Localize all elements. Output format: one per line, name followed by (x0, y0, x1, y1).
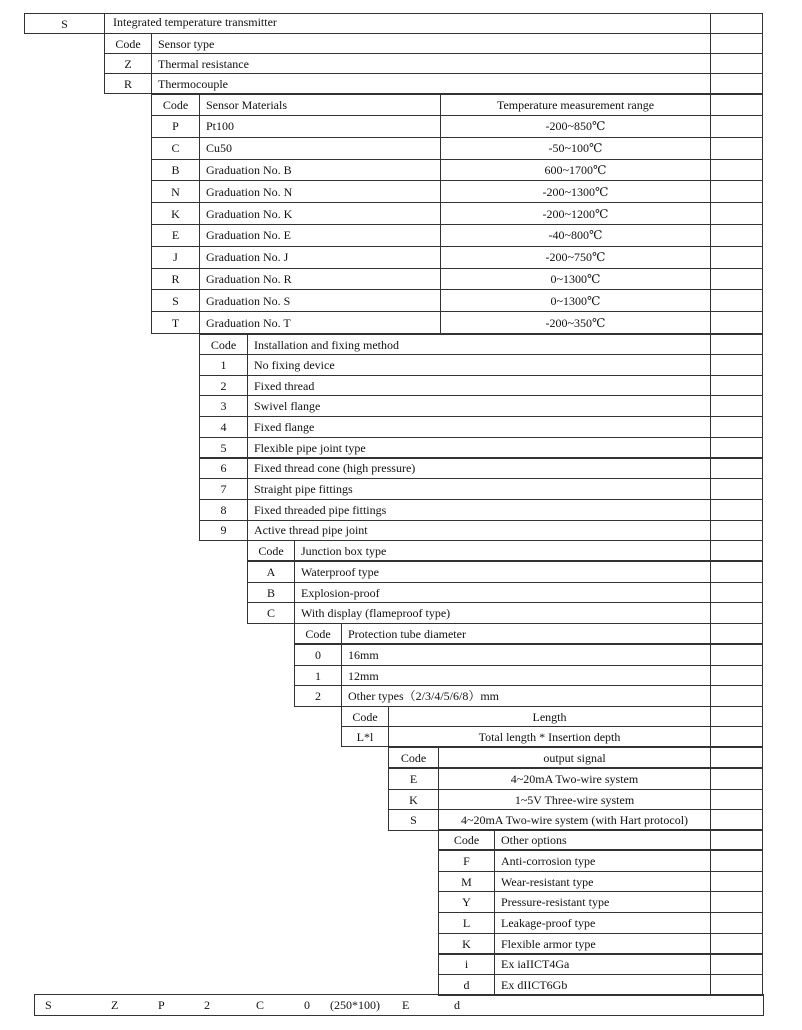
right-margin-cell (710, 458, 763, 480)
example-part: 0 (304, 998, 310, 1012)
right-margin-cell (710, 829, 763, 850)
temperature-range-header: Temperature measurement range (440, 94, 711, 116)
right-margin-cell (710, 850, 763, 872)
sensor-material-range: -200~350℃ (440, 311, 711, 334)
sensor-material-code: S (151, 289, 200, 312)
installation-code-header: Code (199, 334, 248, 355)
output-signal-code-header: Code (388, 747, 439, 768)
other-option-label: Wear-resistant type (494, 871, 711, 893)
installation-code: 3 (199, 395, 248, 417)
right-margin-cell (710, 912, 763, 934)
example-part: E (402, 998, 410, 1012)
right-margin-cell (710, 871, 763, 893)
junction-box-code-header: Code (247, 540, 295, 561)
installation-label: Fixed thread (247, 375, 711, 397)
example-part: d (454, 998, 460, 1012)
installation-label: Straight pipe fittings (247, 478, 711, 500)
sensor-material-label: Graduation No. R (199, 268, 441, 291)
sensor-material-label: Graduation No. K (199, 202, 441, 225)
protection-tube-label: 12mm (341, 665, 711, 687)
other-option-label: Pressure-resistant type (494, 891, 711, 913)
right-margin-cell (710, 809, 763, 831)
sensor-material-code: P (151, 115, 200, 138)
right-margin-cell (710, 644, 763, 666)
other-option-label: Ex dIICT6Gb (494, 974, 711, 996)
protection-tube-code: 0 (294, 644, 342, 666)
output-signal-label: 4~20mA Two-wire system (with Hart protocol) (438, 809, 711, 831)
other-option-code: d (438, 974, 495, 996)
right-margin-cell (710, 202, 763, 225)
installation-label: Fixed flange (247, 416, 711, 438)
sensor-material-code: T (151, 311, 200, 334)
right-margin-cell (710, 520, 763, 542)
right-margin-cell (710, 437, 763, 459)
protection-tube-code: 2 (294, 685, 342, 707)
sensor-material-code: K (151, 202, 200, 225)
other-option-code: K (438, 933, 495, 955)
other-option-label: Ex iaIICT4Ga (494, 954, 711, 976)
right-margin-cell (710, 375, 763, 397)
example-part: S (45, 998, 52, 1012)
junction-box-code: B (247, 582, 295, 604)
example-part: (250*100) (330, 998, 380, 1012)
installation-label: Swivel flange (247, 395, 711, 417)
junction-box-label: With display (flameproof type) (294, 602, 711, 624)
right-margin-cell (710, 685, 763, 707)
sensor-material-range: -200~1300℃ (440, 180, 711, 203)
other-options-header: Other options (494, 829, 711, 850)
sensor-material-range: -50~100℃ (440, 137, 711, 160)
sensor-material-code: J (151, 246, 200, 269)
right-margin-cell (710, 311, 763, 334)
other-option-label: Leakage-proof type (494, 912, 711, 934)
other-option-label: Anti-corrosion type (494, 850, 711, 872)
example-part: P (158, 998, 165, 1012)
right-margin-cell (710, 789, 763, 811)
output-signal-code: S (388, 809, 439, 831)
installation-label: No fixing device (247, 354, 711, 376)
other-options-code-header: Code (438, 829, 495, 850)
installation-label: Flexible pipe joint type (247, 437, 711, 459)
output-signal-label: 1~5V Three-wire system (438, 789, 711, 811)
right-margin-cell (710, 416, 763, 438)
right-margin-cell (710, 180, 763, 203)
other-option-label: Flexible armor type (494, 933, 711, 955)
right-margin-cell (710, 289, 763, 312)
protection-tube-label: 16mm (341, 644, 711, 666)
sensor-material-label: Graduation No. J (199, 246, 441, 269)
right-margin-cell (710, 706, 763, 727)
sensor-material-range: 0~1300℃ (440, 268, 711, 291)
installation-header: Installation and fixing method (247, 334, 711, 355)
right-margin-cell (710, 33, 763, 54)
output-signal-code: K (388, 789, 439, 811)
sensor-type-code: R (104, 73, 152, 94)
right-margin-cell (710, 954, 763, 976)
output-signal-header: output signal (438, 747, 711, 768)
sensor-materials-header: Sensor Materials (199, 94, 441, 116)
length-label: Total length * Insertion depth (388, 726, 711, 747)
sensor-type-code-header: Code (104, 33, 152, 54)
protection-tube-code: 1 (294, 665, 342, 687)
length-code-header: Code (341, 706, 389, 727)
right-margin-cell (710, 395, 763, 417)
example-part: C (256, 998, 265, 1012)
sensor-material-code: C (151, 137, 200, 160)
right-margin-cell (710, 561, 763, 583)
right-margin-cell (710, 582, 763, 604)
example-model-code (34, 994, 764, 1016)
right-margin-cell (710, 73, 763, 94)
output-signal-code: E (388, 768, 439, 790)
right-margin-cell (710, 13, 763, 34)
right-margin-cell (710, 623, 763, 644)
length-code: L*l (341, 726, 389, 747)
sensor-material-range: -40~800℃ (440, 224, 711, 247)
junction-box-code: A (247, 561, 295, 583)
installation-code: 5 (199, 437, 248, 459)
junction-box-header: Junction box type (294, 540, 711, 561)
right-margin-cell (710, 224, 763, 247)
right-margin-cell (710, 53, 763, 74)
right-margin-cell (710, 665, 763, 687)
sensor-material-label: Graduation No. S (199, 289, 441, 312)
right-margin-cell (710, 354, 763, 376)
installation-code: 6 (199, 458, 248, 480)
title-label: Integrated temperature transmitter (104, 13, 711, 34)
right-margin-cell (710, 137, 763, 160)
right-margin-cell (710, 891, 763, 913)
installation-code: 9 (199, 520, 248, 542)
junction-box-code: C (247, 602, 295, 624)
example-part: 2 (204, 998, 210, 1012)
installation-code: 2 (199, 375, 248, 397)
sensor-material-range: -200~750℃ (440, 246, 711, 269)
right-margin-cell (710, 726, 763, 747)
right-margin-cell (710, 159, 763, 182)
sensor-material-label: Graduation No. B (199, 159, 441, 182)
sensor-material-range: -200~1200℃ (440, 202, 711, 225)
sensor-type-code: Z (104, 53, 152, 74)
sensor-type-label: Thermocouple (151, 73, 711, 94)
protection-tube-label: Other types（2/3/4/5/6/8）mm (341, 685, 711, 707)
sensor-materials-code-header: Code (151, 94, 200, 116)
right-margin-cell (710, 933, 763, 955)
sensor-material-range: 600~1700℃ (440, 159, 711, 182)
example-part: Z (111, 998, 119, 1012)
installation-label: Fixed threaded pipe fittings (247, 499, 711, 521)
sensor-material-code: N (151, 180, 200, 203)
right-margin-cell (710, 499, 763, 521)
sensor-material-code: B (151, 159, 200, 182)
sensor-material-label: Graduation No. T (199, 311, 441, 334)
sensor-material-range: 0~1300℃ (440, 289, 711, 312)
junction-box-label: Waterproof type (294, 561, 711, 583)
right-margin-cell (710, 268, 763, 291)
length-header: Length (388, 706, 711, 727)
sensor-material-label: Graduation No. E (199, 224, 441, 247)
sensor-material-label: Graduation No. N (199, 180, 441, 203)
right-margin-cell (710, 974, 763, 996)
protection-tube-header: Protection tube diameter (341, 623, 711, 644)
sensor-material-code: R (151, 268, 200, 291)
right-margin-cell (710, 246, 763, 269)
other-option-code: F (438, 850, 495, 872)
installation-code: 8 (199, 499, 248, 521)
other-option-code: L (438, 912, 495, 934)
right-margin-cell (710, 478, 763, 500)
installation-code: 1 (199, 354, 248, 376)
right-margin-cell (710, 747, 763, 768)
right-margin-cell (710, 768, 763, 790)
sensor-material-label: Pt100 (199, 115, 441, 138)
installation-label: Fixed thread cone (high pressure) (247, 458, 711, 480)
sensor-material-range: -200~850℃ (440, 115, 711, 138)
right-margin-cell (710, 334, 763, 355)
sensor-type-label: Thermal resistance (151, 53, 711, 74)
sensor-material-label: Cu50 (199, 137, 441, 160)
protection-tube-code-header: Code (294, 623, 342, 644)
other-option-code: Y (438, 891, 495, 913)
installation-code: 7 (199, 478, 248, 500)
other-option-code: i (438, 954, 495, 976)
installation-label: Active thread pipe joint (247, 520, 711, 542)
right-margin-cell (710, 115, 763, 138)
other-option-code: M (438, 871, 495, 893)
sensor-type-header: Sensor type (151, 33, 711, 54)
output-signal-label: 4~20mA Two-wire system (438, 768, 711, 790)
junction-box-label: Explosion-proof (294, 582, 711, 604)
right-margin-cell (710, 94, 763, 116)
right-margin-cell (710, 602, 763, 624)
sensor-material-code: E (151, 224, 200, 247)
title-code: S (24, 13, 105, 34)
installation-code: 4 (199, 416, 248, 438)
right-margin-cell (710, 540, 763, 561)
